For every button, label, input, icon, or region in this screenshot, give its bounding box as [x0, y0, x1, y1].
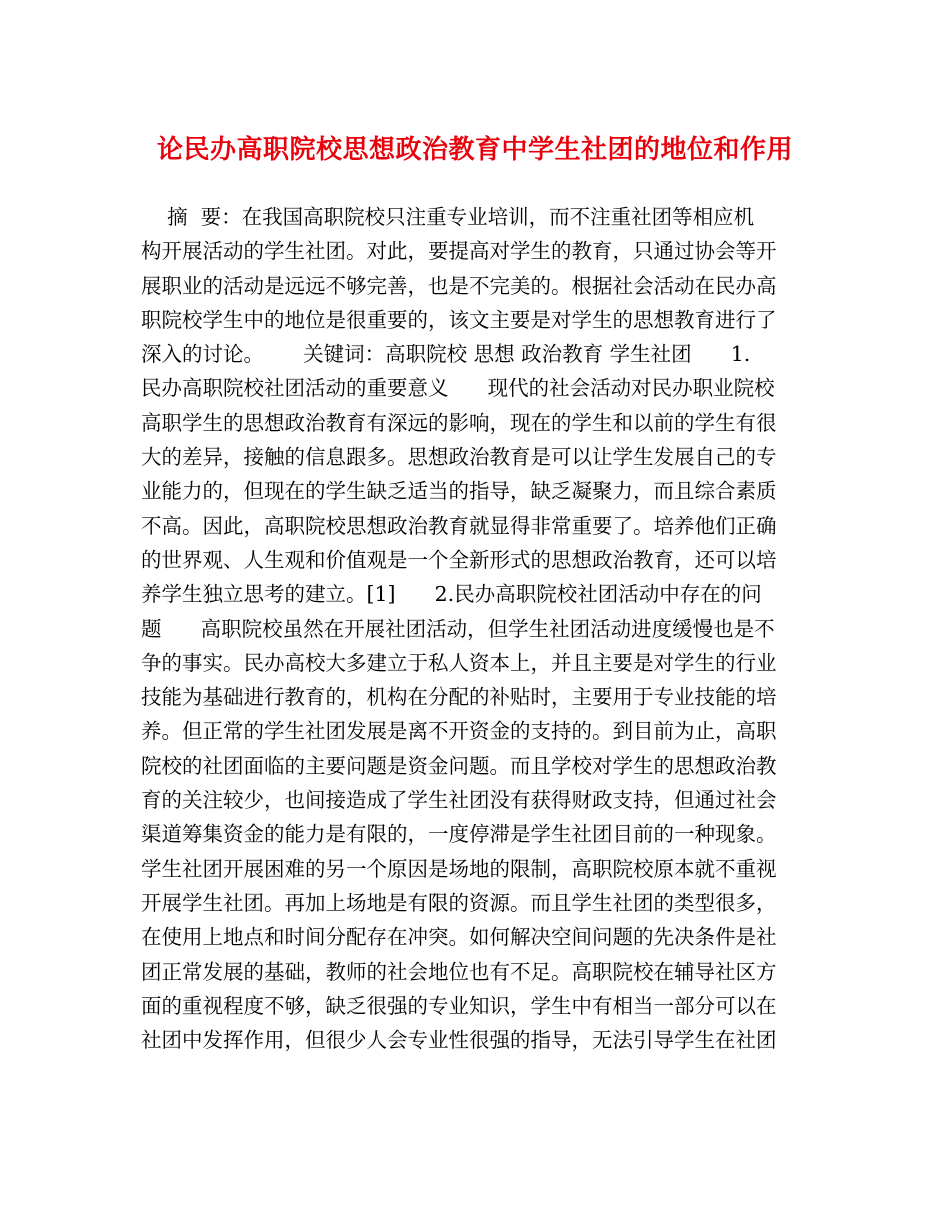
body-line: 社团中发挥作用，但很少人会专业性很强的指导，无法引导学生在社团: [141, 1028, 777, 1053]
body-line: 构开展活动的学生社团。对此，要提高对学生的教育，只通过协会等开: [141, 239, 777, 264]
body-line: 争的事实。民办高校大多建立于私人资本上，并且主要是对学生的行业: [141, 650, 777, 675]
body-line: 渠道筹集资金的能力是有限的，一度停滞是学生社团目前的一种现象。: [141, 822, 777, 847]
body-line: 团正常发展的基础，教师的社会地位也有不足。高职院校在辅导社区方: [141, 959, 777, 984]
body-line: 题 高职院校虽然在开展社团活动，但学生社团活动进度缓慢也是不: [141, 616, 775, 641]
body-line: 开展学生社团。再加上场地是有限的资源。而且学生社团的类型很多，: [141, 890, 777, 915]
body-line: 不高。因此，高职院校思想政治教育就显得非常重要了。培养他们正确: [141, 513, 777, 538]
body-line: 面的重视程度不够，缺乏很强的专业知识，学生中有相当一部分可以在: [141, 993, 777, 1018]
document-body: [141, 200, 811, 1057]
body-line: 育的关注较少，也间接造成了学生社团没有获得财政支持，但通过社会: [141, 788, 777, 813]
body-line: 民办高职院校社团活动的重要意义 现代的社会活动对民办职业院校: [141, 376, 775, 401]
body-line: 大的差异，接触的信息跟多。思想政治教育是可以让学生发展自己的专: [141, 445, 777, 470]
body-line: 学生社团开展困难的另一个原因是场地的限制，高职院校原本就不重视: [141, 856, 777, 881]
body-line: 技能为基础进行教育的，机构在分配的补贴时，主要用于专业技能的培: [141, 685, 777, 710]
body-line: 深入的讨论。 关键词：高职院校 思想 政治教育 学生社团 1.: [141, 342, 751, 367]
body-line: 养。但正常的学生社团发展是离不开资金的支持的。到目前为止，高职: [141, 719, 777, 744]
body-line: 展职业的活动是远远不够完善，也是不完美的。根据社会活动在民办高: [141, 273, 777, 298]
body-line: 高职学生的思想政治教育有深远的影响，现在的学生和以前的学生有很: [141, 410, 777, 435]
body-line: 的世界观、人生观和价值观是一个全新形式的思想政治教育，还可以培: [141, 547, 777, 572]
body-line: 院校的社团面临的主要问题是资金问题。而且学校对学生的思想政治教: [141, 753, 777, 778]
body-line: 在使用上地点和时间分配存在冲突。如何解决空间问题的先决条件是社: [141, 925, 777, 950]
body-line: 摘 要：在我国高职院校只注重专业培训，而不注重社团等相应机: [141, 205, 755, 229]
body-line: 业能力的，但现在的学生缺乏适当的指导，缺乏凝聚力，而且综合素质: [141, 479, 777, 504]
body-line: 养学生独立思考的建立。[1] 2.民办高职院校社团活动中存在的问: [141, 582, 762, 607]
document-title: 论民办高职院校思想政治教育中学生社团的地位和作用: [156, 135, 793, 165]
body-line: 职院校学生中的地位是很重要的，该文主要是对学生的思想教育进行了: [141, 307, 777, 332]
